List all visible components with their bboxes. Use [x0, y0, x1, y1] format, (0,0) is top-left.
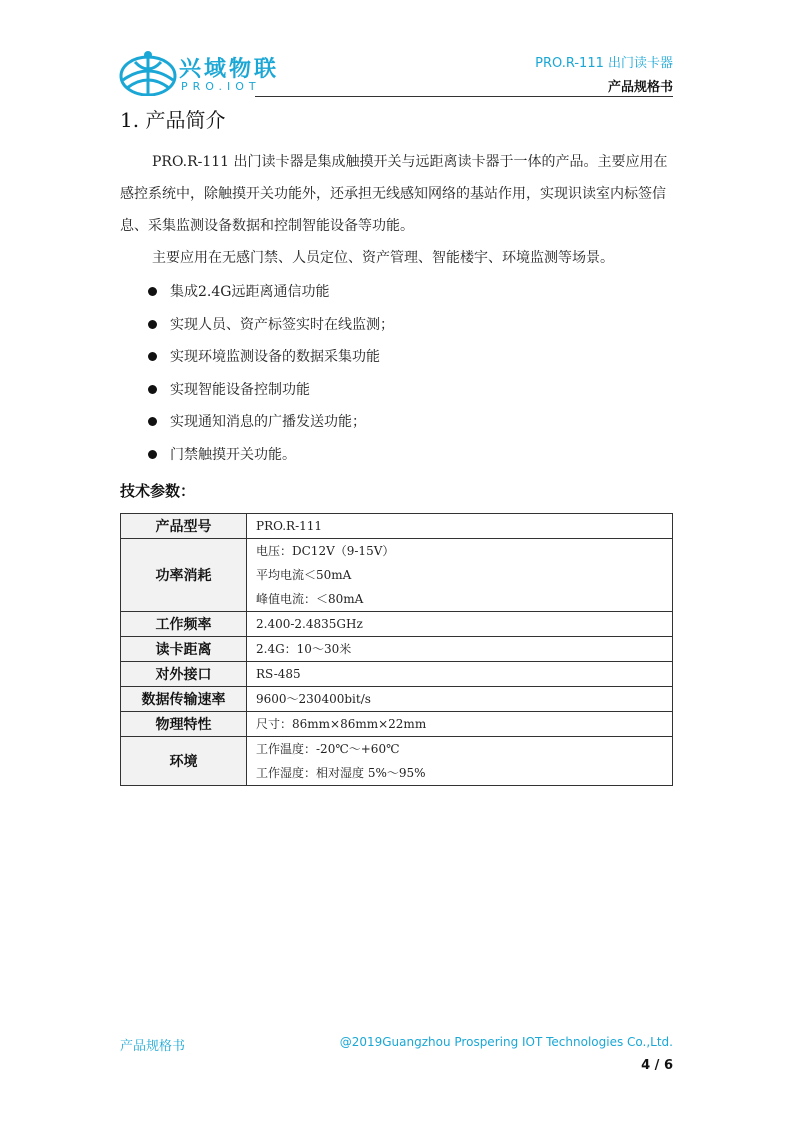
logo-text-en: PRO.IOT: [181, 80, 261, 93]
spec-value-line: 工作温度：-20℃～+60℃: [256, 742, 400, 756]
spec-value-line: 工作湿度：相对湿度 5%～95%: [256, 766, 426, 780]
spec-value: 2.400-2.4835GHz: [247, 612, 673, 637]
globe-logo-icon: [119, 50, 177, 96]
spec-label: 对外接口: [121, 662, 247, 687]
list-item-text: 集成2.4G远距离通信功能: [170, 284, 330, 300]
application-paragraph: 主要应用在无感门禁、人员定位、资产管理、智能楼宇、环境监测等场景。: [152, 250, 614, 266]
list-item: [146, 406, 394, 439]
spec-value-line: 平均电流＜50mA: [256, 568, 352, 582]
bullet-icon: [148, 320, 157, 329]
spec-value: PRO.R-111: [247, 514, 673, 539]
list-item-text: 实现智能设备控制功能: [170, 381, 310, 398]
list-item: [146, 309, 394, 342]
footer-copyright: @2019Guangzhou Prospering IOT Technologies Co.,Ltd.: [339, 1035, 673, 1049]
company-logo: [119, 50, 279, 96]
table-row: [121, 514, 673, 539]
spec-label: 读卡距离: [121, 637, 247, 662]
spec-label: 环境: [121, 737, 247, 786]
spec-label: 功率消耗: [121, 539, 247, 612]
intro-paragraph: PRO.R-111 出门读卡器是集成触摸开关与远距离读卡器于一体的产品。主要应用在感控系统中，除触摸开关功能外，还承担无线感知网络的基站作用，实现识读室内标签信息、采集监测设备数据和控制智能设备等功能。: [120, 154, 668, 234]
spec-table: [120, 513, 673, 786]
spec-value-line: 电压：DC12V（9-15V）: [256, 544, 395, 558]
list-item-text: 实现人员、资产标签实时在线监测；: [170, 316, 394, 333]
section-title: 1. 产品简介: [120, 108, 226, 132]
spec-value: 2.4G：10～30米: [247, 637, 673, 662]
spec-value-line: 峰值电流：＜80mA: [256, 592, 364, 606]
list-item: [146, 374, 394, 407]
table-row: [121, 737, 673, 786]
table-row: [121, 612, 673, 637]
spec-value: [247, 737, 673, 786]
list-item-text: 实现通知消息的广播发送功能；: [170, 414, 366, 430]
spec-value: 9600～230400bit/s: [247, 687, 673, 712]
bullet-icon: [148, 417, 157, 426]
list-item-text: 门禁触摸开关功能。: [170, 446, 296, 463]
header-doc-type: 产品规格书: [607, 80, 673, 95]
spec-label: 工作频率: [121, 612, 247, 637]
spec-value: RS-485: [247, 662, 673, 687]
list-item: [146, 276, 394, 309]
table-row: [121, 637, 673, 662]
table-row: [121, 687, 673, 712]
list-item: [146, 439, 394, 472]
bullet-icon: [148, 287, 157, 296]
bullet-icon: [148, 450, 157, 459]
header-product-name: PRO.R-111 出门读卡器: [535, 56, 673, 71]
spec-value: 尺寸：86mm×86mm×22mm: [247, 712, 673, 737]
header-divider: [255, 96, 673, 97]
table-row: [121, 662, 673, 687]
spec-label: 产品型号: [121, 514, 247, 539]
footer-doc-type: 产品规格书: [120, 1039, 186, 1054]
spec-label: 物理特性: [121, 712, 247, 737]
table-row: [121, 539, 673, 612]
spec-label: 数据传输速率: [121, 687, 247, 712]
list-item-text: 实现环境监测设备的数据采集功能: [170, 349, 380, 365]
page-number: 4 / 6: [641, 1058, 673, 1073]
spec-value: [247, 539, 673, 612]
bullet-icon: [148, 352, 157, 361]
feature-list: [146, 276, 394, 471]
specs-heading: 技术参数：: [120, 482, 196, 500]
logo-text-cn: 兴域物联: [179, 57, 280, 82]
table-row: [121, 712, 673, 737]
list-item: [146, 341, 394, 374]
bullet-icon: [148, 385, 157, 394]
